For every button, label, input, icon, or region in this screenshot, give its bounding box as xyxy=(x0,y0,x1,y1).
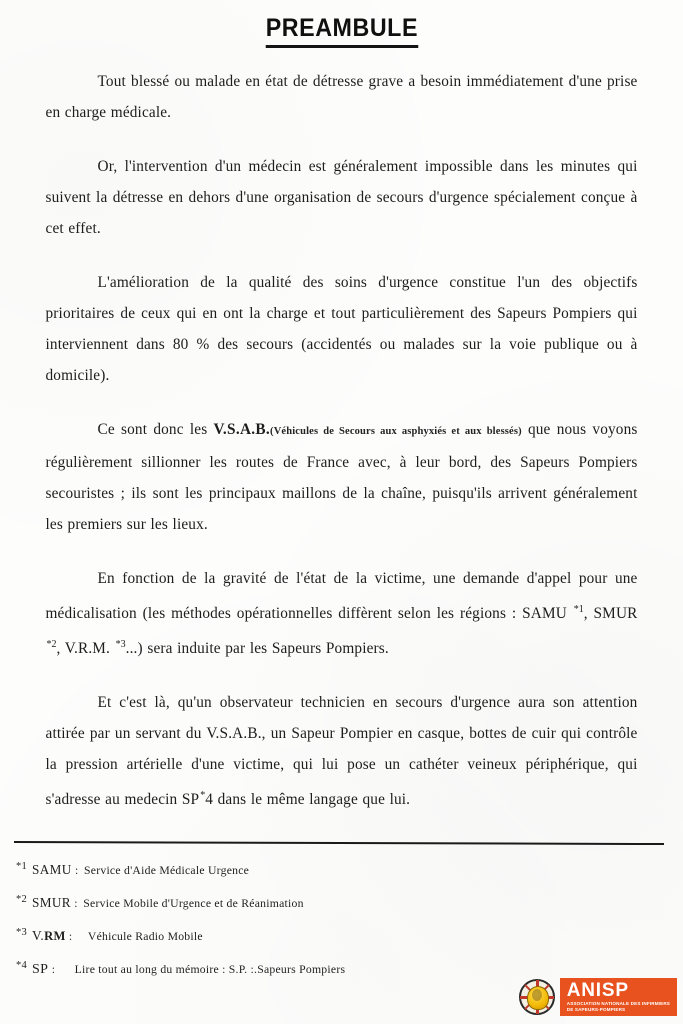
paragraph-3 xyxy=(46,267,638,391)
vsab-gloss: (Véhicules de Secours aux asphyxiés et aux blessés) xyxy=(270,426,522,437)
footnote-item-3 xyxy=(16,918,656,951)
paragraph-5 xyxy=(46,563,638,664)
anisp-logo xyxy=(517,976,677,1018)
paragraph-4-tail: que nous voyons régulièrement sillionner les routes de France avec, à leur bord, des Sapeurs Pompiers secouristes ; ils sont les principaux maillons de la chaîne, puisqu'ils arrivent généralement les premiers sur les lieux. xyxy=(45,421,638,533)
emblem-center-dot xyxy=(532,989,542,1001)
footnote-1-marker: *1 xyxy=(16,861,27,872)
paragraph-5-tail: ...) sera induite par les Sapeurs Pompiers. xyxy=(125,640,389,658)
footnote-3-abbr-handwritten: RM xyxy=(44,928,66,943)
paragraph-2-text: Or, l'intervention d'un médecin est généralement impossible dans les minutes qui suivent la détresse en dehors d'une organisation de secours d'urgence spécialement conçue à cet effet. xyxy=(45,158,638,237)
footnote-2-abbr: SMUR xyxy=(32,894,71,910)
footnote-1-abbr: SAMU xyxy=(32,861,72,877)
footnote-ref-1[interactable]: *1 xyxy=(573,604,584,615)
footnotes-section xyxy=(16,852,656,984)
footnote-2-separator: : xyxy=(70,896,82,910)
footnote-ref-3[interactable]: *3 xyxy=(115,639,126,651)
vsab-acronym: V.S.A.B. xyxy=(213,421,271,438)
anisp-logo-subtitle-line2: DE SAPEURS-POMPIERS xyxy=(566,1007,626,1012)
footnote-separator-rule xyxy=(14,841,664,845)
footnote-3-expansion: Véhicule Radio Mobile xyxy=(87,929,203,943)
paragraph-1 xyxy=(46,66,638,128)
paragraph-3-text: L'amélioration de la qualité des soins d'urgence constitue l'un des objectifs prioritaires de ceux qui en ont la charge et tout particulièrement des Sapeurs Pompiers qui interviennent dans 80 % des secours (accidentés ou malades sur la voie publique ou à domicile). xyxy=(45,274,638,384)
page-title-container xyxy=(0,0,683,48)
footnote-1-expansion: Service d'Aide Médicale Urgence xyxy=(84,863,250,877)
footnote-item-1 xyxy=(16,852,656,885)
paragraph-5-mid1: , SMUR xyxy=(583,605,638,623)
footnote-3-separator: : xyxy=(65,929,76,943)
footnote-ref-2[interactable]: *2 xyxy=(46,639,57,651)
paragraph-4-lead: Ce sont donc les xyxy=(97,421,214,438)
paragraph-6-lead: Et c'est là, qu'un observateur technicien en secours d'urgence aura son attention attirée par un servant du V.S.A.B., un Sapeur Pompier en casque, bottes de cuir qui contrôle la pression artérielle d'une victime, qui lui pose un cathéter veineux périphérique, qui s'adresse au medecin SP xyxy=(45,694,638,809)
footnote-ref-4-star: * xyxy=(200,790,206,802)
footnote-3-marker: *3 xyxy=(16,926,27,938)
paragraph-4 xyxy=(46,414,638,540)
footnote-ref-4-number: 4 xyxy=(205,791,214,809)
page-title: PREAMBULE xyxy=(265,14,417,48)
anisp-logo-subtitle-line1: ASSOCIATION NATIONALE DES INFIRMIERS xyxy=(566,1000,670,1006)
footnote-1-separator: : xyxy=(71,863,83,877)
footnote-3-abbr: V. xyxy=(32,927,45,943)
paragraph-6 xyxy=(46,687,638,815)
firefighter-emblem-icon xyxy=(517,977,557,1017)
anisp-logo-plate xyxy=(560,978,677,1015)
footnote-4-separator: : xyxy=(48,962,59,976)
paragraph-5-lead: En fonction de la gravité de l'état de la victime, une demande d'appel pour une médicalisation (les méthodes opérationnelles diffèrent selon les régions : SAMU xyxy=(45,570,638,623)
footnote-item-2 xyxy=(16,885,656,918)
paragraph-1-text: Tout blessé ou malade en état de détresse grave a besoin immédiatement d'une prise en charge médicale. xyxy=(45,73,638,121)
footnote-4-expansion: Lire tout au long du mémoire : S.P. :.Sapeurs Pompiers xyxy=(74,962,346,976)
footnote-ref-4[interactable] xyxy=(199,791,213,808)
paragraph-5-mid2: , V.R.M. xyxy=(56,640,115,658)
footnote-2-marker: *2 xyxy=(16,893,27,905)
paragraph-6-tail: dans le même langage que lui. xyxy=(213,791,411,809)
footnote-2-expansion: Service Mobile d'Urgence et de Réanimation xyxy=(83,896,304,910)
document-body xyxy=(46,48,638,815)
footnote-4-abbr: SP xyxy=(32,961,49,977)
anisp-logo-name: ANISP xyxy=(566,980,629,1002)
footnote-4-marker: *4 xyxy=(16,959,27,971)
paragraph-2 xyxy=(46,151,638,244)
